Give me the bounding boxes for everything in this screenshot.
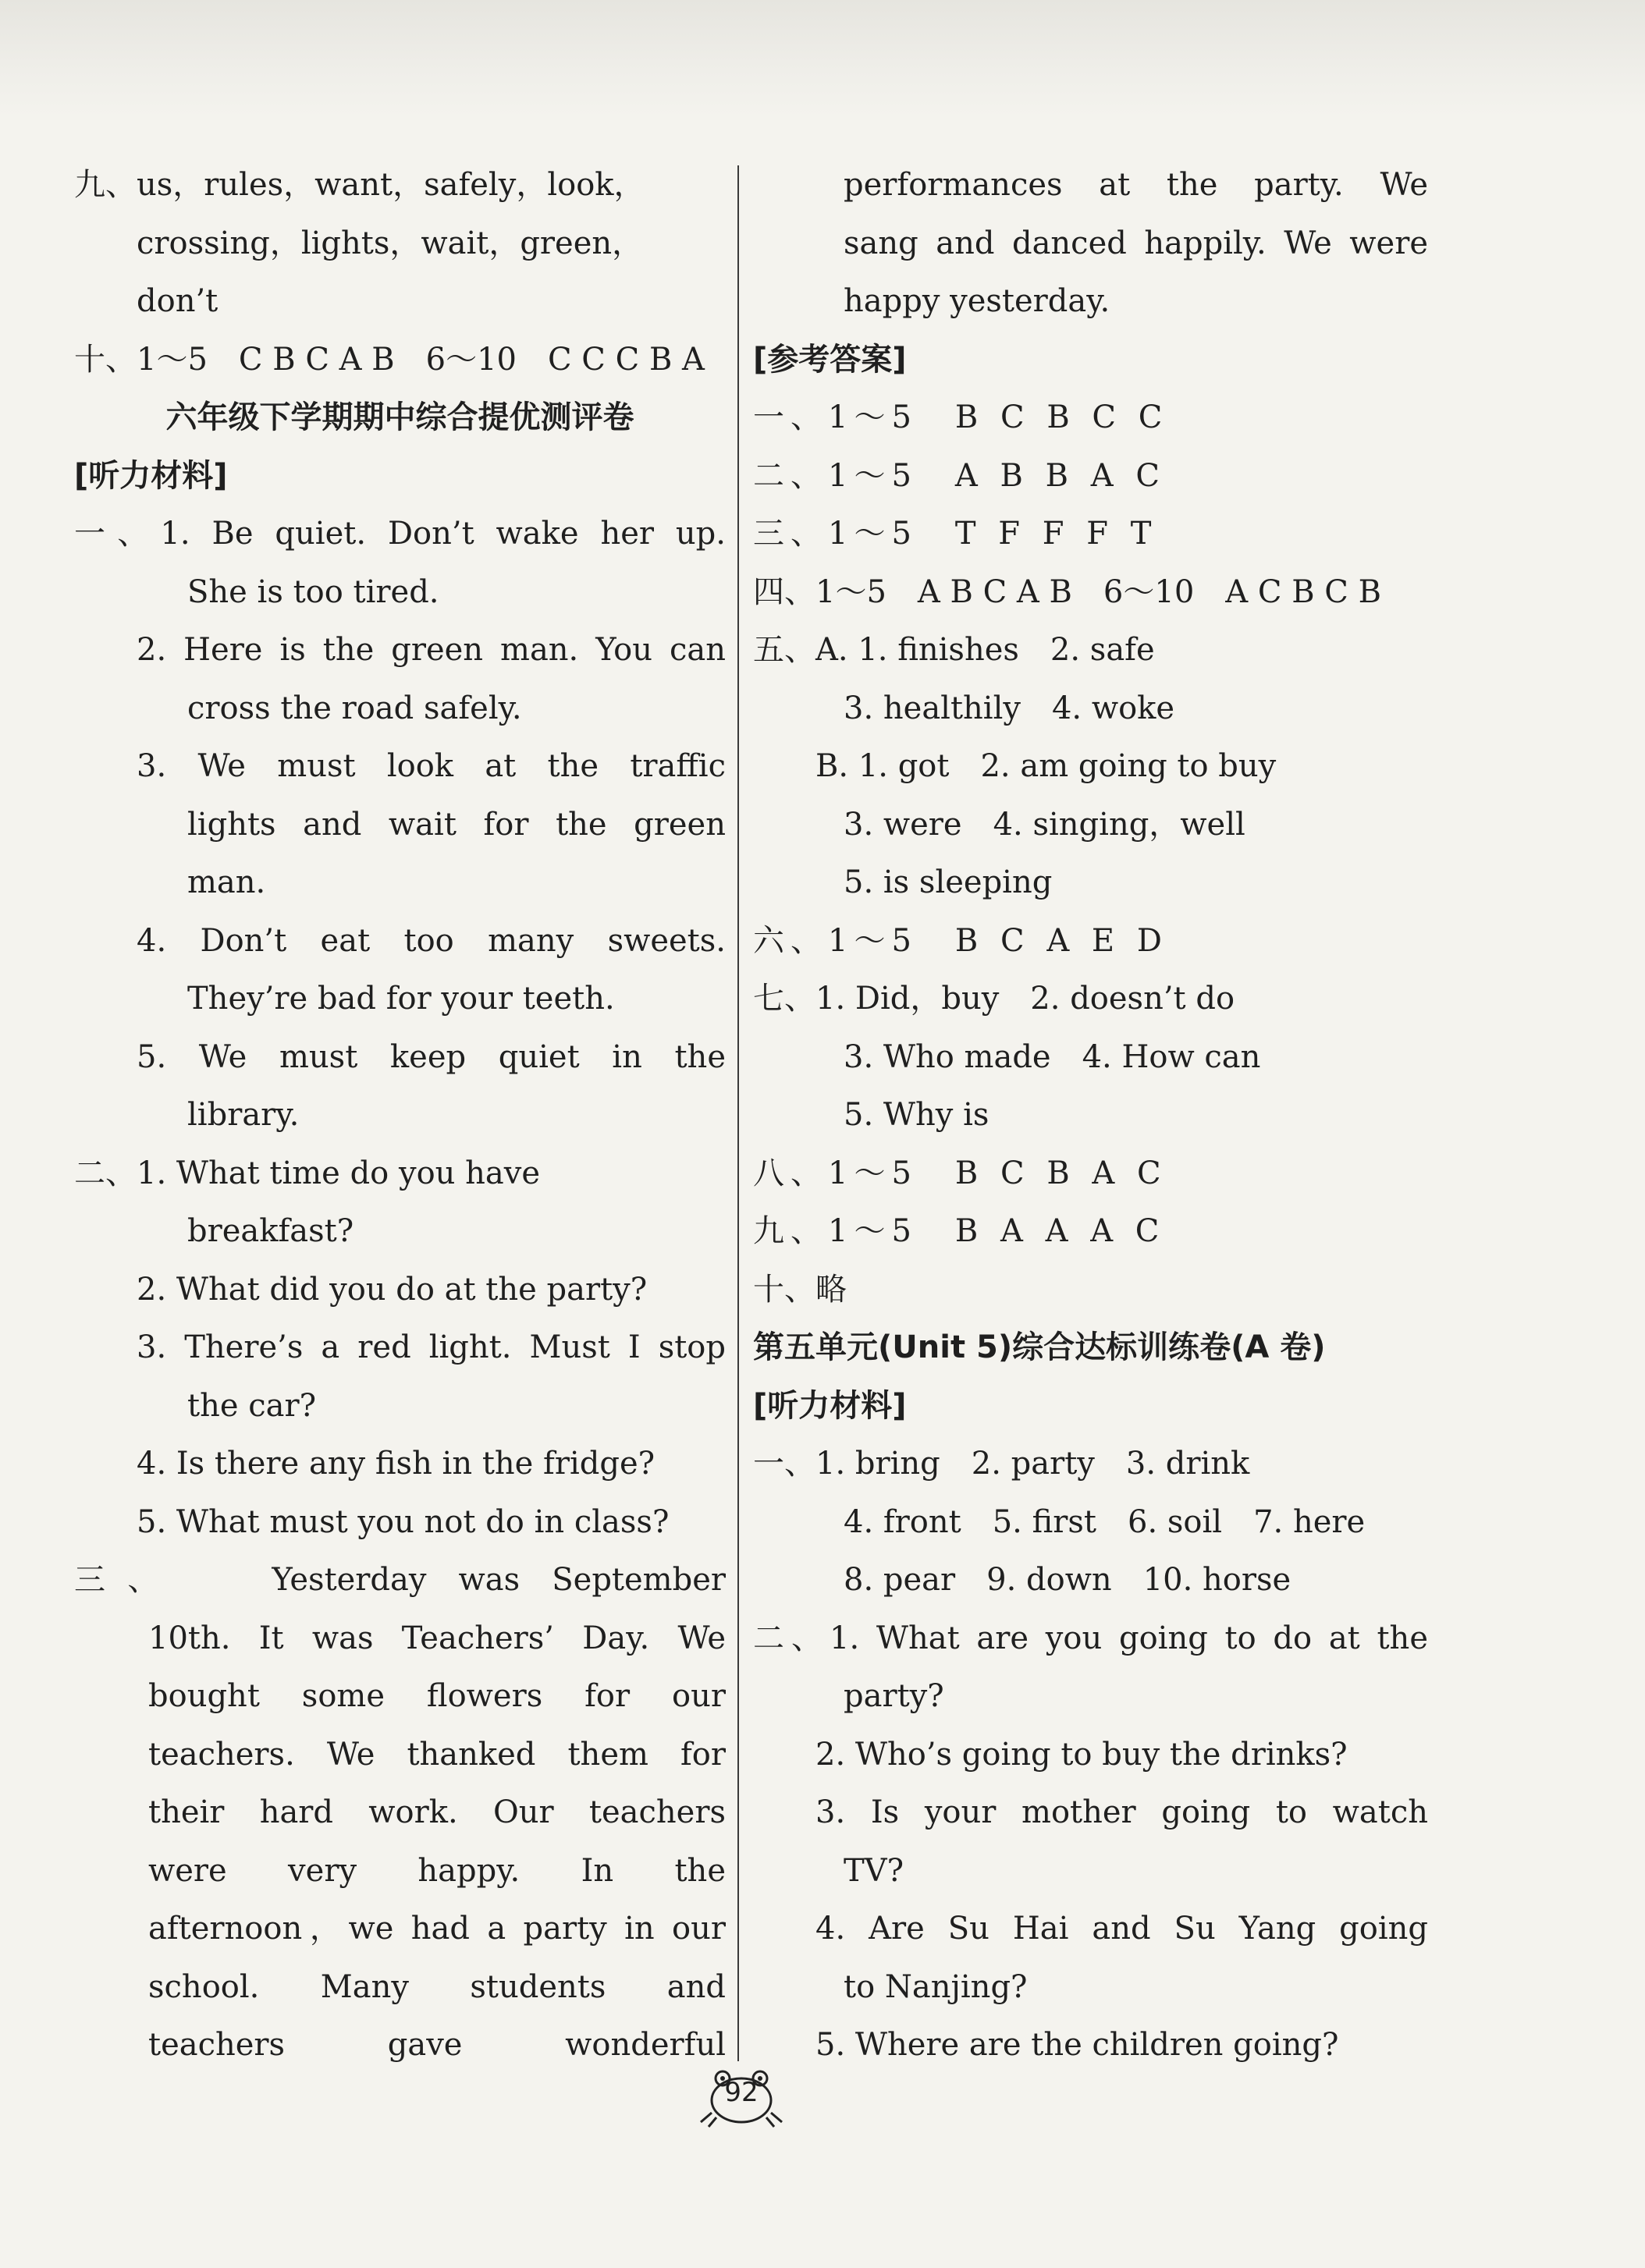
unit-s1-line3: 8. pear 9. down 10. horse (844, 1562, 1291, 1598)
unit-title: 第五单元(Unit 5)综合达标训练卷(A 卷) (753, 1329, 1326, 1365)
answer-5-line1: 五、A. 1. finishes 2. safe (753, 632, 1155, 668)
unit-s2-item5: 5. Where are the children going? (815, 2027, 1339, 2063)
answer-7-line1: 七、1. Did，buy 2. doesn’t do (753, 981, 1235, 1017)
answer-7-line2: 3. Who made 4. How can (844, 1038, 1261, 1075)
s3-passage-i: teachers gave wonderful (148, 2027, 726, 2063)
s3-passage-g: afternoon，we had a party in our (148, 1911, 726, 1947)
s2-item1-a: 二、1. What time do you have (74, 1155, 541, 1191)
s3-passage-e: their hard work. Our teachers (148, 1794, 726, 1830)
sec10-answers: 十、1～5 C B C A B 6～10 C C C B A (74, 341, 705, 378)
s1-item1-b: She is too tired. (187, 573, 439, 610)
unit-s2-item4-b: to Nanjing? (844, 1968, 1028, 2005)
s1-item4-b: They’re bad for your teeth. (187, 981, 615, 1017)
s1-item3-c: man. (187, 864, 266, 900)
unit-s2-item3-b: TV? (844, 1852, 904, 1889)
scan-header-shadow (0, 0, 1645, 117)
sec9-line1: 九、us，rules，want，safely，look， (74, 167, 645, 203)
page-number: 92 (724, 2077, 759, 2108)
unit-s2-item4-a: 4. Are Su Hai and Su Yang going (815, 1911, 1428, 1947)
unit-s2-item1-b: party? (844, 1678, 944, 1714)
s2-item1-b: breakfast? (187, 1213, 354, 1249)
answer-4: 四、1～5 A B C A B 6～10 A C B C B (753, 573, 1382, 610)
unit-s2-item3-a: 3. Is your mother going to watch (815, 1794, 1428, 1830)
left-column (74, 156, 726, 2075)
s1-item5-b: library. (187, 1097, 300, 1133)
answer-2: 二、1～5 A B B A C (753, 457, 1166, 494)
column-divider (737, 165, 739, 2061)
s2-item3-b: the car? (187, 1387, 317, 1424)
listening-heading-2: [听力材料] (753, 1387, 907, 1424)
answer-5-line5: 5. is sleeping (844, 864, 1053, 900)
sec9-line3: don’t (137, 283, 219, 319)
answer-5-line3: B. 1. got 2. am going to buy (815, 748, 1277, 784)
passage-cont-b: sang and danced happily. We were (844, 225, 1428, 261)
answer-1: 一、1～5 B C B C C (753, 399, 1169, 435)
answer-3: 三、1～5 T F F F T (753, 516, 1158, 552)
exam-title: 六年级下学期期中综合提优测评卷 (165, 399, 634, 435)
s3-passage-d: teachers. We thanked them for (148, 1736, 726, 1773)
passage-cont-a: performances at the party. We (844, 167, 1428, 203)
s2-item2: 2. What did you do at the party? (137, 1271, 648, 1308)
answer-6: 六、1～5 B C A E D (753, 922, 1168, 959)
s1-item2-a: 2. Here is the green man. You can (137, 632, 726, 668)
s3-passage-h: school. Many students and (148, 1968, 726, 2005)
s1-item5-a: 5. We must keep quiet in the (137, 1038, 726, 1075)
sec9-line2: crossing，lights，wait，green， (137, 225, 644, 261)
s1-item2-b: cross the road safely. (187, 690, 522, 726)
answers-heading: [参考答案] (753, 341, 907, 378)
listening-heading: [听力材料] (74, 457, 228, 494)
unit-s2-item2: 2. Who’s going to buy the drinks? (815, 1736, 1348, 1773)
s3-passage-a: 三、 Yesterday was September (74, 1562, 726, 1598)
unit-s1-line2: 4. front 5. first 6. soil 7. here (844, 1503, 1366, 1540)
s2-item5: 5. What must you not do in class? (137, 1503, 670, 1540)
answer-7-line3: 5. Why is (844, 1097, 989, 1133)
s1-item3-b: lights and wait for the green (187, 806, 726, 843)
right-column (753, 156, 1428, 2075)
s3-passage-c: bought some flowers for our (148, 1678, 726, 1714)
s2-item4: 4. Is there any fish in the fridge? (137, 1446, 656, 1482)
answer-9: 九、1～5 B A A A C (753, 1213, 1166, 1249)
answer-5-line2: 3. healthily 4. woke (844, 690, 1175, 726)
s3-passage-b: 10th. It was Teachers’ Day. We (148, 1620, 726, 1656)
answer-5-line4: 3. were 4. singing，well (844, 806, 1245, 843)
unit-s2-item1-a: 二、1. What are you going to do at the (753, 1620, 1428, 1656)
unit-s1-line1: 一、1. bring 2. party 3. drink (753, 1446, 1250, 1482)
s3-passage-f: were very happy. In the (148, 1852, 726, 1889)
s1-item1-a: 一、1. Be quiet. Don’t wake her up. (74, 516, 726, 552)
s1-item4-a: 4. Don’t eat too many sweets. (137, 922, 726, 959)
s2-item3-a: 3. There’s a red light. Must I stop (137, 1329, 726, 1365)
passage-cont-c: happy yesterday. (844, 283, 1110, 319)
page-number-badge (695, 2066, 788, 2128)
s1-item3-a: 3. We must look at the traffic (137, 748, 726, 784)
answer-8: 八、1～5 B C B A C (753, 1155, 1167, 1191)
answer-10: 十、略 (753, 1271, 847, 1308)
